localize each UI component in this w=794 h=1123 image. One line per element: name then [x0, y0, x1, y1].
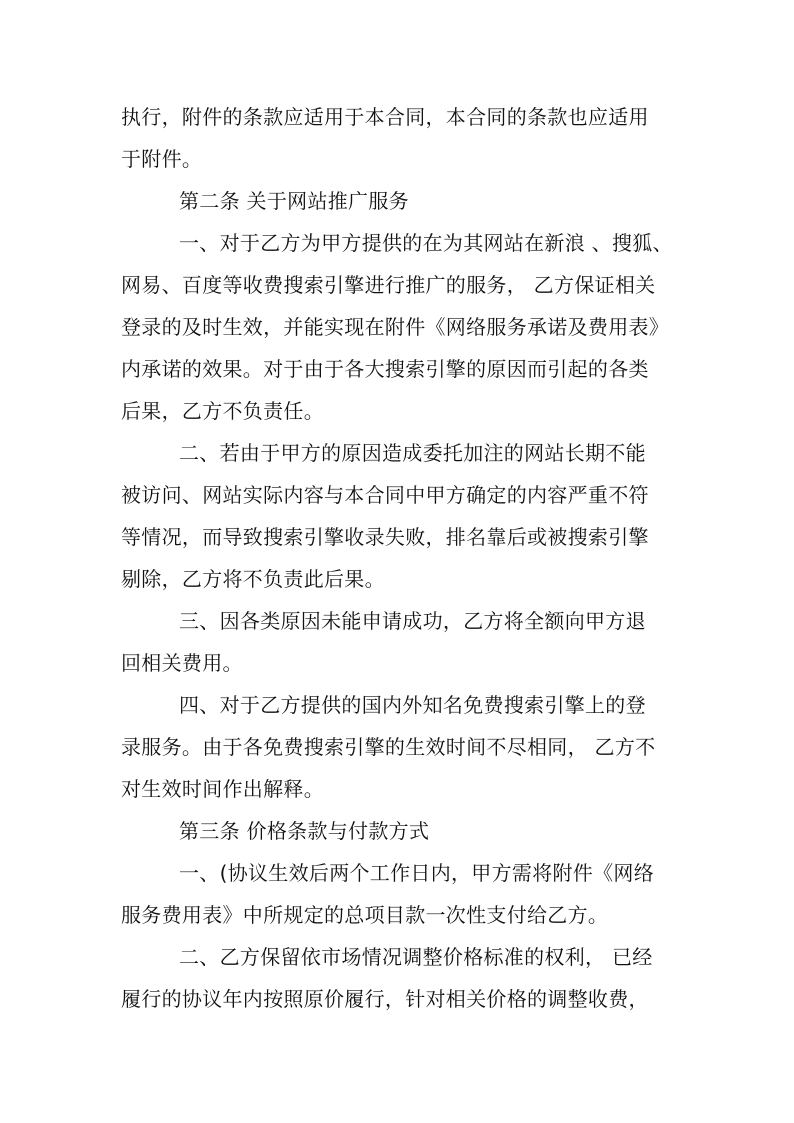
text-line: 内承诺的效果。对于由于各大搜索引擎的原因而引起的各类: [121, 357, 649, 381]
text-line: 网易、百度等收费搜索引擎进行推广的服务， 乙方保证相关: [121, 273, 656, 297]
text-line: 服务费用表》中所规定的总项目款一次性支付给乙方。: [121, 903, 609, 927]
text-line: 对生效时间作出解释。: [121, 777, 324, 801]
text-line: 回相关费用。: [121, 651, 243, 675]
text-line: 一、对于乙方为甲方提供的在为其网站在新浪 、搜狐、: [179, 231, 673, 255]
text-line: 剔除，乙方将不负责此后果。: [121, 567, 385, 591]
section-heading-article-3: [121, 810, 677, 852]
text-line: 于附件。: [121, 147, 203, 171]
contract-body: [121, 96, 677, 1020]
section-title: 第二条 关于网站推广服务: [179, 189, 409, 213]
text-line: 三、因各类原因未能申请成功，乙方将全额向甲方退: [179, 609, 646, 633]
paragraph-attachment-clause: [121, 96, 677, 180]
text-line: 执行，附件的条款应适用于本合同，本合同的条款也应适用: [121, 105, 649, 129]
text-line: 后果，乙方不负责任。: [121, 399, 324, 423]
paragraph-article-2-item-1: [121, 222, 677, 432]
text-line: 等情况，而导致搜索引擎收录失败，排名靠后或被搜索引擎: [121, 525, 649, 549]
text-line: 录服务。由于各免费搜索引擎的生效时间不尽相同， 乙方不: [121, 735, 656, 759]
text-line: 一、(协议生效后两个工作日内，甲方需将附件《网络: [179, 861, 655, 885]
paragraph-article-2-item-4: [121, 684, 677, 810]
text-line: 二、乙方保留依市场情况调整价格标准的权利， 已经: [179, 945, 653, 969]
text-line: 登录的及时生效，并能实现在附件《网络服务承诺及费用表》: [121, 315, 670, 339]
paragraph-article-2-item-3: [121, 600, 677, 684]
section-heading-article-2: [121, 180, 677, 222]
paragraph-article-3-item-2: [121, 936, 677, 1020]
text-line: 二、若由于甲方的原因造成委托加注的网站长期不能: [179, 441, 646, 465]
text-line: 四、对于乙方提供的国内外知名免费搜索引擎上的登: [179, 693, 646, 717]
text-line: 被访问、网站实际内容与本合同中甲方确定的内容严重不符: [121, 483, 649, 507]
paragraph-article-3-item-1: [121, 852, 677, 936]
section-title: 第三条 价格条款与付款方式: [179, 819, 430, 843]
text-line: 履行的协议年内按照原价履行，针对相关价格的调整收费，: [121, 987, 649, 1011]
paragraph-article-2-item-2: [121, 432, 677, 600]
